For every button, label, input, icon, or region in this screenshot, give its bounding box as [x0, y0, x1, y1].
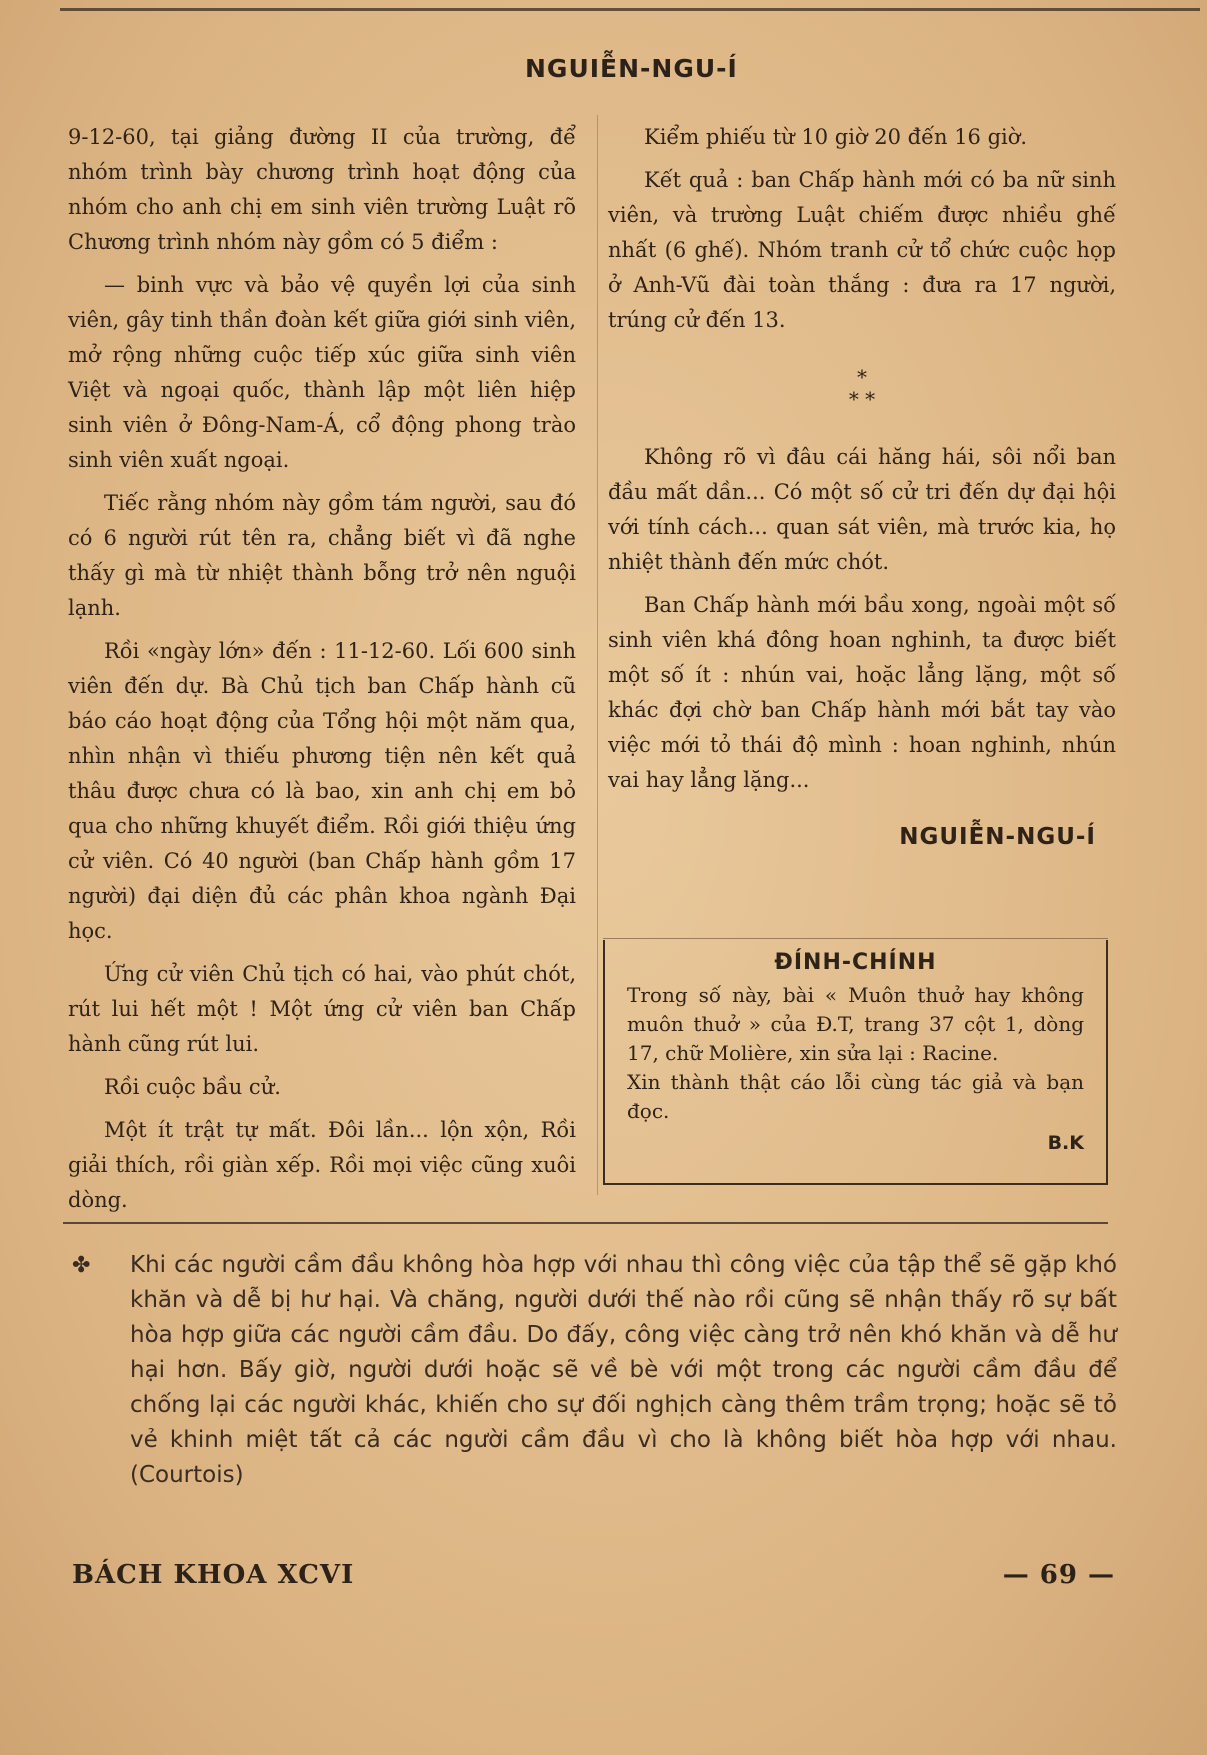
correction-line-2: Xin thành thật cáo lỗi cùng tác giả và bạn đọc.	[627, 1070, 1084, 1123]
page-number: — 69 —	[1002, 1560, 1115, 1590]
left-paragraph-7: Một ít trật tự mất. Đôi lần... lộn xộn, Rồi giải thích, rồi giàn xếp. Rồi mọi việc cũng xuôi dòng.	[68, 1118, 576, 1212]
section-break	[608, 366, 1116, 410]
left-paragraph-2: — binh vực và bảo vệ quyền lợi của sinh viên, gây tinh thần đoàn kết giữa giới sinh viên, mở rộng những cuộc tiếp xúc giữa sinh viên Việt và ngoại quốc, thành lập một liên hiệp sinh viên ở Đông-Nam-Á, cổ động phong trào sinh viên xuất ngoại.	[68, 273, 576, 472]
quote-marker-icon: ✤	[72, 1253, 91, 1278]
quote-text: Khi các người cầm đầu không hòa hợp với nhau thì công việc của tập thể sẽ gặp khó khăn và dễ bị hư hại. Và chăng, người dưới thế nào rồi cũng sẽ nhận thấy rõ sự bất hòa hợp giữa các người cầm đầu. Do đấy, công việc càng trở nên khó khăn và dễ hư hại hơn. Bấy giờ, người dưới hoặc sẽ về bè với một trong các người cầm đầu để chống lại các người khác, khiến cho sự đối nghịch càng thêm trầm trọng; hoặc sẽ tỏ vẻ khinh miệt tất cả các người cầm đầu vì cho là không biết hòa hợp với nhau. (Courtois)	[130, 1252, 1117, 1488]
author-signature: NGUIỄN-NGU-Í	[899, 824, 1096, 850]
correction-signature: B.K	[1047, 1132, 1084, 1154]
column-divider	[597, 115, 598, 1195]
publication-name: BÁCH KHOA XCVI	[72, 1560, 355, 1590]
right-paragraph-4: Ban Chấp hành mới bầu xong, ngoài một số sinh viên khá đông hoan nghinh, ta được biết một số ít : nhún vai, hoặc lẳng lặng, một số khác đợi chờ ban Chấp hành mới bắt tay vào việc mới tỏ thái độ mình : hoan nghinh, nhún vai hay lẳng lặng...	[608, 593, 1116, 792]
right-paragraph-2: Kết quả : ban Chấp hành mới có ba nữ sinh viên, và trường Luật chiếm được nhiều ghế nhất (6 ghế). Nhóm tranh cử tổ chức cuộc họp ở Anh-Vũ đài toàn thắng : đưa ra 17 người, trúng cử đến 13.	[608, 168, 1116, 332]
correction-box	[603, 940, 1108, 1185]
correction-line-1: Trong số này, bài « Muôn thuở hay không muôn thuở » của Đ.T, trang 37 cột 1, dòng 17, chữ Molière, xin sửa lại : Racine.	[627, 983, 1084, 1065]
running-title: NGUIỄN-NGU-Í	[525, 54, 738, 83]
correction-box-top-rule	[603, 938, 1108, 939]
right-column	[608, 120, 1116, 855]
top-rule	[60, 8, 1200, 11]
left-paragraph-6: Rồi cuộc bầu cử.	[104, 1075, 281, 1099]
left-paragraph-3: Tiếc rằng nhóm này gồm tám người, sau đó có 6 người rút tên ra, chẳng biết vì đã nghe thấy gì mà từ nhiệt thành bỗng trở nên nguội lạnh.	[68, 491, 576, 620]
right-paragraph-3: Không rõ vì đâu cái hăng hái, sôi nổi ban đầu mất dần... Có một số cử tri đến dự đại hội với tính cách... quan sát viên, mà trước kia, họ nhiệt thành đến mức chót.	[608, 445, 1116, 574]
quote-block	[72, 1248, 1117, 1493]
left-paragraph-1: 9-12-60, tại giảng đường II của trường, để nhóm trình bày chương trình hoạt động của nhóm cho anh chị em sinh viên trường Luật rõ Chương trình nhóm này gồm có 5 điểm :	[68, 125, 576, 254]
quote-separator-rule	[63, 1222, 1108, 1224]
section-break-star-top: *	[857, 365, 867, 389]
left-paragraph-4: Rồi «ngày lớn» đến : 11-12-60. Lối 600 sinh viên đến dự. Bà Chủ tịch ban Chấp hành cũ báo cáo hoạt động của Tổng hội một năm qua, nhìn nhận vì thiếu phương tiện nên kết quả thâu được chưa có là bao, xin anh chị em bỏ qua cho những khuyết điểm. Rồi giới thiệu ứng cử viên. Có 40 người (ban Chấp hành gồm 17 người) đại diện đủ các phân khoa ngành Đại học.	[68, 639, 576, 943]
correction-text	[627, 981, 1084, 1126]
right-paragraph-1: Kiểm phiếu từ 10 giờ 20 đến 16 giờ.	[644, 125, 1028, 149]
correction-title: ĐÍNH-CHÍNH	[774, 950, 937, 975]
section-break-star-bottom: * *	[848, 387, 876, 411]
left-column	[68, 120, 576, 1226]
left-paragraph-5: Ứng cử viên Chủ tịch có hai, vào phút chót, rút lui hết một ! Một ứng cử viên ban Chấp hành cũng rút lui.	[68, 962, 576, 1056]
